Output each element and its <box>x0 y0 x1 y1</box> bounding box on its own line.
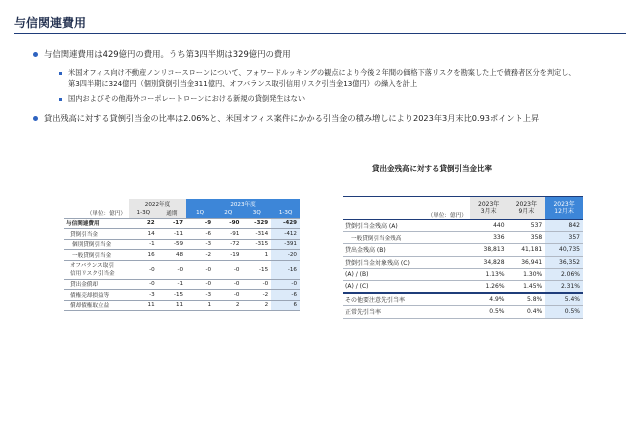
col-header: 3Q <box>242 208 271 218</box>
cell: 34,828 <box>470 256 508 268</box>
ratio-table-heading: 貸出金残高に対する貸倒引当金比率 <box>372 164 492 173</box>
cell: -2 <box>186 250 214 261</box>
cell: -391 <box>271 239 300 250</box>
cell: 537 <box>508 220 546 232</box>
table-row <box>64 279 300 290</box>
cell: -314 <box>242 229 271 240</box>
cell: 5.8% <box>508 293 546 306</box>
row-label: オフバランス取引 信用リスク引当金 <box>64 260 129 279</box>
cell: 11 <box>158 300 186 311</box>
cell: -16 <box>271 260 300 279</box>
cell: -0 <box>186 260 214 279</box>
table-row <box>343 232 583 244</box>
cell: 36,941 <box>508 256 546 268</box>
sub-bullet-2: 国内およびその他海外コーポレートローンにおける新規の貸倒発生はない <box>68 94 306 103</box>
cell: -329 <box>242 218 271 229</box>
row-label: 一般貸倒引当金残高 <box>343 232 470 244</box>
cell: 48 <box>158 250 186 261</box>
cell: -9 <box>186 218 214 229</box>
table-row <box>64 300 300 311</box>
cell: 14 <box>129 229 158 240</box>
row-label: その他要注意先引当率 <box>343 293 470 306</box>
sub-bullet-marker <box>59 72 62 75</box>
cell: 5.4% <box>545 293 583 306</box>
cell: 1.26% <box>470 280 508 293</box>
cell: -429 <box>271 218 300 229</box>
cell: -0 <box>129 260 158 279</box>
cell: -11 <box>158 229 186 240</box>
cell: 1.13% <box>470 268 508 280</box>
cell: -59 <box>158 239 186 250</box>
cell: 2.31% <box>545 280 583 293</box>
cell: 11 <box>129 300 158 311</box>
cell: -0 <box>214 260 242 279</box>
table-row <box>64 250 300 261</box>
credit-cost-table <box>64 199 300 311</box>
table-row <box>64 239 300 250</box>
table-row <box>343 306 583 318</box>
cell: -0 <box>271 279 300 290</box>
table-row <box>64 229 300 240</box>
cell: 1.45% <box>508 280 546 293</box>
group-2022: 2022年度 <box>129 199 186 208</box>
cell: 357 <box>545 232 583 244</box>
cell: -17 <box>158 218 186 229</box>
cell: 0.4% <box>508 306 546 318</box>
row-label: (A) / (C) <box>343 280 470 293</box>
allowance-ratio-table <box>343 196 583 319</box>
row-label: 貸倒引当金対象残高 (C) <box>343 256 470 268</box>
cell: -1 <box>158 279 186 290</box>
cell: 22 <box>129 218 158 229</box>
col-header: 1-3Q <box>271 208 300 218</box>
col-header: 2023年 3月末 <box>470 197 508 220</box>
cell: -91 <box>214 229 242 240</box>
cell: 38,813 <box>470 244 508 256</box>
col-header: 2023年 12月末 <box>545 197 583 220</box>
table-row <box>343 220 583 232</box>
cell: -6 <box>186 229 214 240</box>
cell: -3 <box>186 239 214 250</box>
cell: -90 <box>214 218 242 229</box>
cell: 2 <box>242 300 271 311</box>
row-label: 与信関連費用 <box>64 218 129 229</box>
row-label: 貸出金償却 <box>64 279 129 290</box>
row-label: (A) / (B) <box>343 268 470 280</box>
table-row <box>343 256 583 268</box>
row-label: 償却債権取立益 <box>64 300 129 311</box>
table-row <box>343 293 583 306</box>
cell: -20 <box>271 250 300 261</box>
bullet-dot <box>33 52 38 57</box>
row-label: 貸倒引当金 <box>64 229 129 240</box>
table-row <box>343 280 583 293</box>
cell: 2.06% <box>545 268 583 280</box>
row-label: 貸倒引当金残高 (A) <box>343 220 470 232</box>
sub-bullet-marker <box>59 98 62 101</box>
cell: 1 <box>242 250 271 261</box>
cell: -3 <box>129 290 158 301</box>
cell: -0 <box>186 279 214 290</box>
page-title: 与信関連費用 <box>14 16 87 30</box>
cell: 440 <box>470 220 508 232</box>
table-row <box>64 260 300 279</box>
table-row <box>343 244 583 256</box>
table-row <box>64 218 300 229</box>
cell: -15 <box>158 290 186 301</box>
row-label: 債権売却損益等 <box>64 290 129 301</box>
row-label: 正常先引当率 <box>343 306 470 318</box>
table-row <box>343 268 583 280</box>
table-row <box>64 290 300 301</box>
row-label: 一般貸倒引当金 <box>64 250 129 261</box>
cell: -72 <box>214 239 242 250</box>
cell: 1 <box>186 300 214 311</box>
cell: -0 <box>214 279 242 290</box>
cell: -315 <box>242 239 271 250</box>
cell: -2 <box>242 290 271 301</box>
cell: -19 <box>214 250 242 261</box>
col-header: 通期 <box>158 208 186 218</box>
cell: 36,352 <box>545 256 583 268</box>
cell: -0 <box>214 290 242 301</box>
col-header: 2Q <box>214 208 242 218</box>
cell: 6 <box>271 300 300 311</box>
cell: -0 <box>158 260 186 279</box>
cell: 16 <box>129 250 158 261</box>
cell: 1.30% <box>508 268 546 280</box>
cell: 0.5% <box>545 306 583 318</box>
row-label: 個別貸倒引当金 <box>64 239 129 250</box>
cell: 842 <box>545 220 583 232</box>
cell: -0 <box>242 279 271 290</box>
cell: 4.9% <box>470 293 508 306</box>
col-header: 1Q <box>186 208 214 218</box>
cell: 41,181 <box>508 244 546 256</box>
bullet-dot <box>33 116 38 121</box>
cell: -15 <box>242 260 271 279</box>
row-label: 貸出金残高 (B) <box>343 244 470 256</box>
cell: -412 <box>271 229 300 240</box>
unit-label: （単位：億円） <box>64 208 129 218</box>
cell: -0 <box>129 279 158 290</box>
cell: 2 <box>214 300 242 311</box>
unit-label: （単位：億円） <box>343 197 470 220</box>
bullet-1: 与信関連費用は429億円の費用。うち第3四半期は329億円の費用 <box>44 49 291 59</box>
group-2023: 2023年度 <box>186 199 300 208</box>
col-header: 1-3Q <box>129 208 158 218</box>
cell: 336 <box>470 232 508 244</box>
cell: -6 <box>271 290 300 301</box>
col-header: 2023年 9月末 <box>508 197 546 220</box>
cell: -1 <box>129 239 158 250</box>
cell: 358 <box>508 232 546 244</box>
title-divider <box>14 33 626 34</box>
cell: 0.5% <box>470 306 508 318</box>
cell: 40,735 <box>545 244 583 256</box>
bullet-2: 貸出残高に対する貸倒引当金の比率は2.06%と、米国オフィス案件にかかる引当金の積み増しにより2023年3月末比0.93ポイント上昇 <box>44 113 540 123</box>
cell: -3 <box>186 290 214 301</box>
sub-bullet-1-line2: 第3四半期に324億円（個別貸倒引当金311億円、オフバランス取引信用リスク引当金13億円）の繰入を計上 <box>68 79 418 88</box>
sub-bullet-1-line1: 米国オフィス向け不動産ノンリコースローンについて、フォワードルッキングの観点により今後２年間の価格下落リスクを勘案した上で債務者区分を判定し、 <box>68 68 576 77</box>
